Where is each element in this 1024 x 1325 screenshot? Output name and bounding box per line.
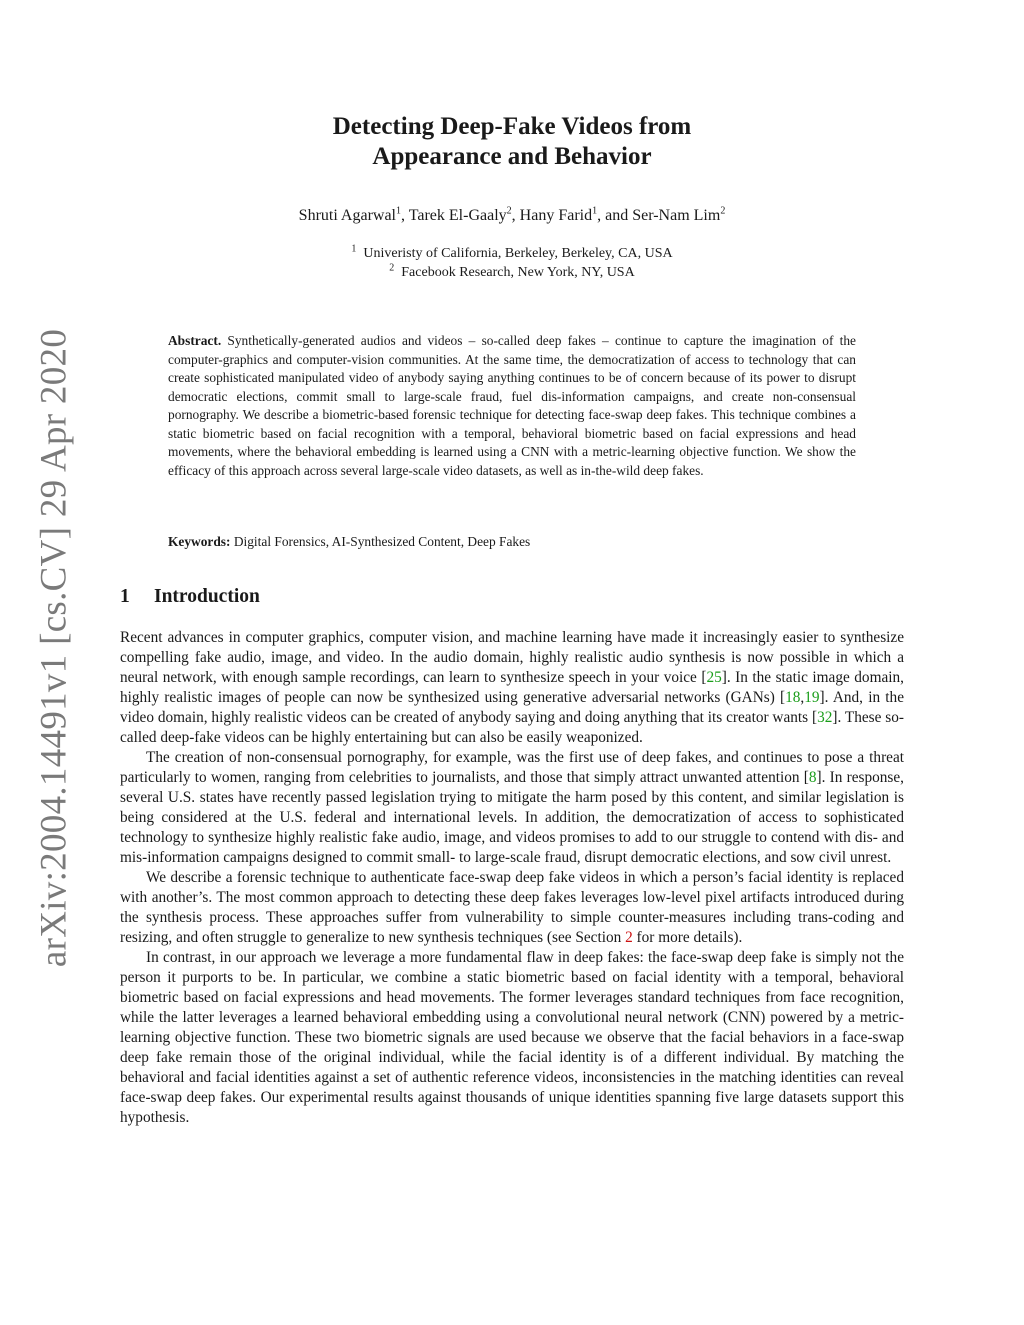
keywords-text: Digital Forensics, AI-Synthesized Content, Deep Fakes — [233, 534, 531, 549]
citation-link[interactable]: 19 — [804, 689, 820, 706]
affiliation-line — [0, 263, 1024, 282]
author-list: Shruti Agarwal$^1$, Tarek El-Gaaly$^2$, Hany Farid$^1$, and Ser-Nam Lim$^2$ — [298, 205, 726, 224]
section-number: 1 — [120, 586, 130, 607]
paragraph — [120, 868, 904, 948]
arxiv-id-text: arXiv:2004.14491v1 [cs.CV] 29 Apr 2020 — [33, 328, 75, 968]
author-name: Shruti Agarwal — [298, 207, 396, 224]
introduction-body — [120, 628, 904, 1128]
paragraph-text: ]. These so-called deep-fake videos can be highly entertaining but can also be easily weaponized. — [120, 709, 904, 746]
author-name: Ser-Nam Lim — [632, 207, 721, 224]
citation-link[interactable]: 8 — [808, 769, 817, 786]
affiliation-number: 2 — [389, 262, 395, 274]
paragraph — [120, 628, 904, 748]
affiliation-number: 1 — [351, 243, 357, 255]
citation-link[interactable]: 32 — [817, 709, 833, 726]
author-affiliation-mark: 1 — [396, 205, 401, 217]
abstract-label: Abstract. — [168, 333, 222, 348]
affiliation-line — [0, 244, 1024, 263]
abstract-text: Synthetically-generated audios and videos – so-called deep fakes – continue to capture the imagination of the computer-graphics and computer-vision communities. At the same time, the democratization of access to technology that can create sophisticated manipulated video of anybody saying anything continues to be of concern because of its power to disrupt democratic elections, commit small to large-scale fraud, fuel dis-information campaigns, and create non-consensual pornography. We describe a biometric-based forensic technique for detecting face-swap deep fakes. This technique combines a static biometric based on facial recognition with a temporal, behavioral biometric based on facial expressions and head movements, where the behavioral embedding is learned using a CNN with a metric-learning objective function. We show the efficacy of this approach across several large-scale video datasets, as well as in-the-wild deep fakes. — [168, 333, 856, 478]
citation-link[interactable]: 25 — [706, 669, 722, 686]
paragraph-text: The creation of non-consensual pornography, for example, was the first use of deep fakes, and continues to pose a threat particularly to women, ranging from celebrities to journalists, and those that simply attract unwanted attention [ — [120, 749, 904, 786]
paragraph-text: We describe a forensic technique to authenticate face-swap deep fake videos in which a person’s facial identity is replaced with another’s. The most common approach to detecting these deep fakes leverages low-level pixel artifacts introduced during the synthesis process. These approaches suffer from vulnerability to simple counter-measures including trans-coding and resizing, and often struggle to generalize to new synthesis techniques (see Section — [120, 869, 904, 946]
section-reference-link[interactable]: 2 — [625, 929, 633, 946]
paragraph — [120, 948, 904, 1128]
keywords-label: Keywords: — [168, 534, 231, 549]
author-affiliation-mark: 1 — [592, 205, 598, 217]
paragraph-text: Recent advances in computer graphics, computer vision, and machine learning have made it increasingly easier to synthesize compelling fake audio, image, and video. In the audio domain, highly realistic audio synthesis is now possible in which a neural network, with enough sample recordings, can learn to synthesize speech in your voice [ — [120, 629, 904, 686]
paragraph-text: ]. And, in the video domain, highly realistic videos can be created of anybody saying and doing anything that its creator wants [ — [120, 689, 904, 726]
abstract — [168, 332, 856, 480]
section-heading — [120, 586, 260, 608]
citation-link[interactable]: 18 — [785, 689, 801, 706]
affiliations — [0, 244, 1024, 282]
paper-title — [0, 112, 1024, 172]
paragraph-text: for more details). — [632, 929, 743, 946]
paragraph-text: In contrast, in our approach we leverage a more fundamental flaw in deep fakes: the face-swap deep fake is simply not the person it purports to be. In particular, we combine a static biometric based on facial identity with a temporal, behavioral biometric based on facial expressions and head movements. The former leverages standard techniques from face recognition, while the latter leverages a learned behavioral embedding using a convolutional neural network (CNN) powered by a metric-learning objective function. These two biometric signals are used because we observe that the facial behaviors in a face-swap deep fake remain those of the original individual, while the facial identity is of a different individual. By matching the behavioral and facial identities against a set of authentic reference videos, inconsistencies in the matching identities can reveal face-swap deep fakes. Our experimental results against thousands of unique identities spanning five large datasets support this hypothesis. — [120, 949, 904, 1126]
author-name: Tarek El-Gaaly — [408, 207, 507, 224]
paragraph-text: ]. In response, several U.S. states have recently passed legislation trying to mitigate the harm posed by this content, and similar legislation is being considered at the U.S. federal and international levels. In addition, the democratization of access to sophisticated technology to synthesize highly realistic fake audio, image, and videos promises to add to our struggle to contend with dis- and mis-information campaigns designed to commit small- to large-scale fraud, disrupt democratic elections, and sow civil unrest. — [120, 769, 904, 866]
citation-separator: , — [800, 689, 805, 706]
author-affiliation-mark: 2 — [720, 205, 726, 217]
keywords — [168, 534, 856, 550]
author-affiliation-mark: 2 — [506, 205, 512, 217]
title-line-1: Detecting Deep-Fake Videos from — [332, 113, 692, 140]
affiliation-text: Facebook Research, New York, NY, USA — [401, 265, 635, 280]
section-title: Introduction — [154, 586, 260, 607]
affiliation-text: Univeristy of California, Berkeley, Berkeley, CA, USA — [363, 246, 673, 261]
paragraph-text: ]. In the static image domain, highly realistic images of people can now be synthesized using generative adversarial networks (GANs) [ — [120, 669, 904, 706]
title-line-2: Appearance and Behavior — [372, 143, 652, 170]
paragraph — [120, 748, 904, 868]
author-name: Hany Farid — [519, 207, 593, 224]
